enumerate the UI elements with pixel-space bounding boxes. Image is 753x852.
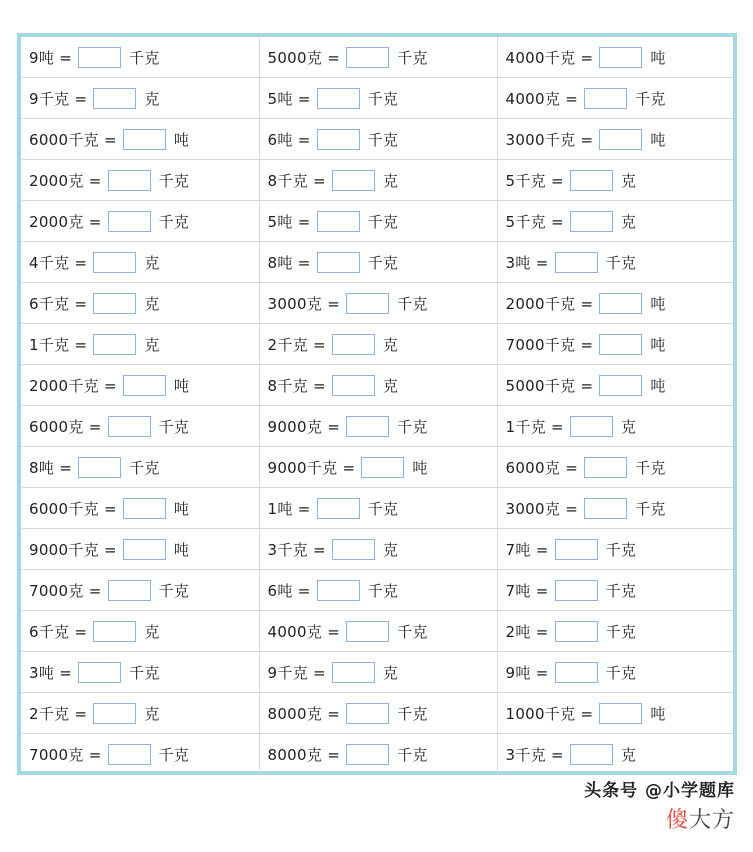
problem-cell xyxy=(21,37,259,78)
problem-cell xyxy=(21,447,259,488)
unit-label: 千克 xyxy=(367,499,399,518)
answer-box[interactable] xyxy=(346,416,389,437)
unit-label: 千克 xyxy=(397,48,428,67)
table-row xyxy=(21,406,733,447)
problem-text: 6吨 = xyxy=(267,581,311,600)
answer-box[interactable] xyxy=(123,129,166,150)
footer xyxy=(584,776,735,834)
problem-cell xyxy=(497,119,733,160)
problem-cell xyxy=(497,652,733,693)
answer-box[interactable] xyxy=(123,498,166,519)
problem-cell xyxy=(21,611,259,652)
answer-box[interactable] xyxy=(599,375,642,396)
answer-box[interactable] xyxy=(555,621,598,642)
answer-box[interactable] xyxy=(123,375,166,396)
answer-box[interactable] xyxy=(555,252,598,273)
problem-text: 7000克 = xyxy=(29,745,102,764)
problem-cell xyxy=(21,734,259,775)
problem-cell xyxy=(21,201,259,242)
unit-label: 千克 xyxy=(367,212,399,231)
problem-text: 7吨 = xyxy=(505,581,549,600)
answer-box[interactable] xyxy=(78,457,121,478)
problem-text: 4千克 = xyxy=(29,253,88,272)
unit-label: 吨 xyxy=(650,48,666,67)
problem-cell xyxy=(21,365,259,406)
table-row xyxy=(21,119,733,160)
answer-box[interactable] xyxy=(78,47,121,68)
unit-label: 克 xyxy=(620,417,637,436)
answer-box[interactable] xyxy=(570,744,613,765)
problem-cell xyxy=(21,406,259,447)
problem-text: 9千克 = xyxy=(267,663,326,682)
unit-label: 吨 xyxy=(173,540,190,559)
table-row xyxy=(21,652,733,693)
problem-text: 3000千克 = xyxy=(505,130,594,149)
unit-label: 千克 xyxy=(158,417,190,436)
problem-text: 5000克 = xyxy=(267,48,341,67)
unit-label: 千克 xyxy=(605,540,637,559)
unit-label: 吨 xyxy=(173,376,190,395)
answer-box[interactable] xyxy=(332,334,375,355)
answer-box[interactable] xyxy=(332,662,375,683)
problem-cell xyxy=(497,529,733,570)
problem-cell xyxy=(497,365,733,406)
table-row xyxy=(21,242,733,283)
problem-text: 1吨 = xyxy=(267,499,311,518)
problem-text: 2000千克 = xyxy=(505,294,594,313)
conversion-table xyxy=(21,37,733,774)
answer-box[interactable] xyxy=(599,703,642,724)
problem-text: 2千克 = xyxy=(267,335,326,354)
problem-text: 9000克 = xyxy=(267,417,341,436)
problem-text: 8吨 = xyxy=(267,253,311,272)
unit-label: 千克 xyxy=(158,745,190,764)
problem-text: 7吨 = xyxy=(505,540,549,559)
problem-cell xyxy=(259,734,497,775)
problem-cell xyxy=(259,570,497,611)
unit-label: 千克 xyxy=(397,294,428,313)
table-row xyxy=(21,283,733,324)
problem-cell xyxy=(259,160,497,201)
answer-box[interactable] xyxy=(599,334,642,355)
unit-label: 千克 xyxy=(397,622,428,641)
problem-cell xyxy=(21,242,259,283)
answer-box[interactable] xyxy=(570,211,613,232)
answer-box[interactable] xyxy=(584,457,627,478)
unit-label: 吨 xyxy=(650,704,666,723)
unit-label: 千克 xyxy=(397,704,428,723)
problem-cell xyxy=(259,283,497,324)
answer-box[interactable] xyxy=(346,47,389,68)
problem-cell xyxy=(497,283,733,324)
table-row xyxy=(21,447,733,488)
problem-text: 8000克 = xyxy=(267,704,341,723)
problem-text: 2吨 = xyxy=(505,622,549,641)
table-row xyxy=(21,78,733,119)
problem-cell xyxy=(497,734,733,775)
problem-cell xyxy=(259,201,497,242)
unit-label: 克 xyxy=(382,335,399,354)
brand-logo xyxy=(584,803,735,834)
problem-text: 9吨 = xyxy=(505,663,549,682)
unit-label: 千克 xyxy=(158,581,190,600)
unit-label: 克 xyxy=(144,253,160,272)
problem-cell xyxy=(497,160,733,201)
answer-box[interactable] xyxy=(584,498,627,519)
problem-cell xyxy=(497,447,733,488)
problem-text: 5吨 = xyxy=(267,212,311,231)
problem-text: 5000千克 = xyxy=(505,376,594,395)
problem-cell xyxy=(21,283,259,324)
unit-label: 吨 xyxy=(650,335,666,354)
problem-text: 6千克 = xyxy=(29,294,88,313)
problem-text: 9000千克 = xyxy=(29,540,117,559)
problem-cell xyxy=(497,324,733,365)
unit-label: 千克 xyxy=(129,663,160,682)
problem-text: 1000千克 = xyxy=(505,704,594,723)
problem-cell xyxy=(259,447,497,488)
table-row xyxy=(21,734,733,775)
unit-label: 千克 xyxy=(635,458,666,477)
answer-box[interactable] xyxy=(108,744,151,765)
problem-cell xyxy=(497,242,733,283)
answer-box[interactable] xyxy=(346,293,389,314)
unit-label: 克 xyxy=(144,335,160,354)
answer-box[interactable] xyxy=(108,211,151,232)
unit-label: 吨 xyxy=(173,499,190,518)
problem-cell xyxy=(259,406,497,447)
problem-text: 4000千克 = xyxy=(505,48,594,67)
account-credit: 头条号 @小学题库 xyxy=(584,781,735,801)
answer-box[interactable] xyxy=(555,539,598,560)
problem-text: 1千克 = xyxy=(505,417,564,436)
problem-text: 2000克 = xyxy=(29,171,102,190)
problem-text: 6000千克 = xyxy=(29,130,117,149)
answer-box[interactable] xyxy=(599,129,642,150)
problem-text: 9千克 = xyxy=(29,89,88,108)
problem-cell xyxy=(497,488,733,529)
unit-label: 千克 xyxy=(158,171,190,190)
problem-text: 3000克 = xyxy=(505,499,579,518)
problem-text: 6千克 = xyxy=(29,622,88,641)
unit-label: 克 xyxy=(620,212,637,231)
problem-text: 5千克 = xyxy=(505,171,564,190)
problem-cell xyxy=(21,78,259,119)
table-row xyxy=(21,611,733,652)
answer-box[interactable] xyxy=(93,334,136,355)
answer-box[interactable] xyxy=(599,293,642,314)
problem-text: 8吨 = xyxy=(29,458,73,477)
answer-box[interactable] xyxy=(346,621,389,642)
unit-label: 吨 xyxy=(412,458,428,477)
answer-box[interactable] xyxy=(570,170,613,191)
unit-label: 千克 xyxy=(635,499,666,518)
problem-cell xyxy=(259,37,497,78)
problem-cell xyxy=(259,119,497,160)
problem-text: 2000千克 = xyxy=(29,376,117,395)
answer-box[interactable] xyxy=(599,47,642,68)
problem-text: 5吨 = xyxy=(267,89,311,108)
answer-box[interactable] xyxy=(108,170,151,191)
answer-box[interactable] xyxy=(555,662,598,683)
answer-box[interactable] xyxy=(317,252,360,273)
answer-box[interactable] xyxy=(584,88,627,109)
table-row xyxy=(21,365,733,406)
problem-text: 9吨 = xyxy=(29,48,73,67)
problem-text: 5千克 = xyxy=(505,212,564,231)
table-row xyxy=(21,529,733,570)
problem-text: 3吨 = xyxy=(29,663,73,682)
answer-box[interactable] xyxy=(317,211,360,232)
answer-box[interactable] xyxy=(346,703,389,724)
unit-label: 千克 xyxy=(397,417,428,436)
answer-box[interactable] xyxy=(317,88,360,109)
unit-label: 克 xyxy=(382,540,399,559)
unit-label: 克 xyxy=(144,294,160,313)
problem-cell xyxy=(21,652,259,693)
problem-cell xyxy=(21,324,259,365)
answer-box[interactable] xyxy=(361,457,404,478)
problem-cell xyxy=(259,78,497,119)
problem-text: 8000克 = xyxy=(267,745,341,764)
problem-text: 3千克 = xyxy=(267,540,326,559)
unit-label: 克 xyxy=(620,745,637,764)
unit-label: 千克 xyxy=(605,581,637,600)
problem-cell xyxy=(21,570,259,611)
unit-label: 千克 xyxy=(605,622,637,641)
problem-cell xyxy=(21,693,259,734)
problem-cell xyxy=(259,242,497,283)
problem-text: 9000千克 = xyxy=(267,458,356,477)
problem-text: 3吨 = xyxy=(505,253,549,272)
answer-box[interactable] xyxy=(93,621,136,642)
problem-cell xyxy=(497,570,733,611)
problem-text: 8千克 = xyxy=(267,376,326,395)
answer-box[interactable] xyxy=(123,539,166,560)
problem-text: 7000千克 = xyxy=(505,335,594,354)
unit-label: 吨 xyxy=(650,130,666,149)
answer-box[interactable] xyxy=(93,293,136,314)
problem-cell xyxy=(259,488,497,529)
unit-label: 克 xyxy=(382,171,399,190)
answer-box[interactable] xyxy=(332,375,375,396)
answer-box[interactable] xyxy=(108,416,151,437)
answer-box[interactable] xyxy=(570,416,613,437)
problem-text: 6000克 = xyxy=(29,417,102,436)
unit-label: 千克 xyxy=(129,458,160,477)
problem-cell xyxy=(259,324,497,365)
problem-text: 6吨 = xyxy=(267,130,311,149)
answer-box[interactable] xyxy=(78,662,121,683)
problem-cell xyxy=(21,160,259,201)
problem-cell xyxy=(259,611,497,652)
unit-label: 克 xyxy=(144,89,160,108)
problem-cell xyxy=(497,78,733,119)
unit-label: 吨 xyxy=(173,130,190,149)
brand-logo-rest: 大方 xyxy=(688,808,735,833)
problem-text: 6000克 = xyxy=(505,458,579,477)
unit-label: 克 xyxy=(382,663,399,682)
answer-box[interactable] xyxy=(332,539,375,560)
table-row xyxy=(21,693,733,734)
table-row xyxy=(21,324,733,365)
unit-label: 克 xyxy=(382,376,399,395)
unit-label: 克 xyxy=(620,171,637,190)
answer-box[interactable] xyxy=(93,88,136,109)
unit-label: 吨 xyxy=(650,294,666,313)
unit-label: 千克 xyxy=(605,253,637,272)
table-row xyxy=(21,201,733,242)
problem-cell xyxy=(21,119,259,160)
table-row xyxy=(21,37,733,78)
problem-text: 3千克 = xyxy=(505,745,564,764)
answer-box[interactable] xyxy=(317,580,360,601)
unit-label: 千克 xyxy=(367,89,399,108)
answer-box[interactable] xyxy=(317,129,360,150)
unit-label: 吨 xyxy=(650,376,666,395)
unit-label: 千克 xyxy=(367,253,399,272)
unit-label: 千克 xyxy=(367,581,399,600)
unit-label: 克 xyxy=(144,622,160,641)
problem-text: 8千克 = xyxy=(267,171,326,190)
problem-cell xyxy=(497,201,733,242)
problem-text: 1千克 = xyxy=(29,335,88,354)
unit-label: 千克 xyxy=(367,130,399,149)
problem-text: 2000克 = xyxy=(29,212,102,231)
problem-cell xyxy=(497,37,733,78)
problem-text: 7000克 = xyxy=(29,581,102,600)
problem-cell xyxy=(497,693,733,734)
answer-box[interactable] xyxy=(555,580,598,601)
problem-cell xyxy=(259,365,497,406)
answer-box[interactable] xyxy=(93,252,136,273)
unit-label: 千克 xyxy=(158,212,190,231)
problem-text: 6000千克 = xyxy=(29,499,117,518)
unit-label: 千克 xyxy=(635,89,666,108)
answer-box[interactable] xyxy=(332,170,375,191)
unit-label: 千克 xyxy=(129,48,160,67)
problem-cell xyxy=(21,529,259,570)
table-row xyxy=(21,160,733,201)
problem-cell xyxy=(21,488,259,529)
unit-label: 千克 xyxy=(605,663,637,682)
answer-box[interactable] xyxy=(108,580,151,601)
problem-text: 3000克 = xyxy=(267,294,341,313)
problem-cell xyxy=(497,406,733,447)
answer-box[interactable] xyxy=(346,744,389,765)
answer-box[interactable] xyxy=(317,498,360,519)
unit-label: 克 xyxy=(144,704,160,723)
problem-cell xyxy=(497,611,733,652)
worksheet-frame xyxy=(17,33,737,775)
table-row xyxy=(21,488,733,529)
problem-cell xyxy=(259,529,497,570)
problem-cell xyxy=(259,693,497,734)
unit-label: 千克 xyxy=(397,745,428,764)
problem-text: 2千克 = xyxy=(29,704,88,723)
problem-text: 4000克 = xyxy=(505,89,579,108)
brand-logo-accent: 傻 xyxy=(665,808,689,833)
table-row xyxy=(21,570,733,611)
problem-text: 4000克 = xyxy=(267,622,341,641)
problem-cell xyxy=(259,652,497,693)
answer-box[interactable] xyxy=(93,703,136,724)
